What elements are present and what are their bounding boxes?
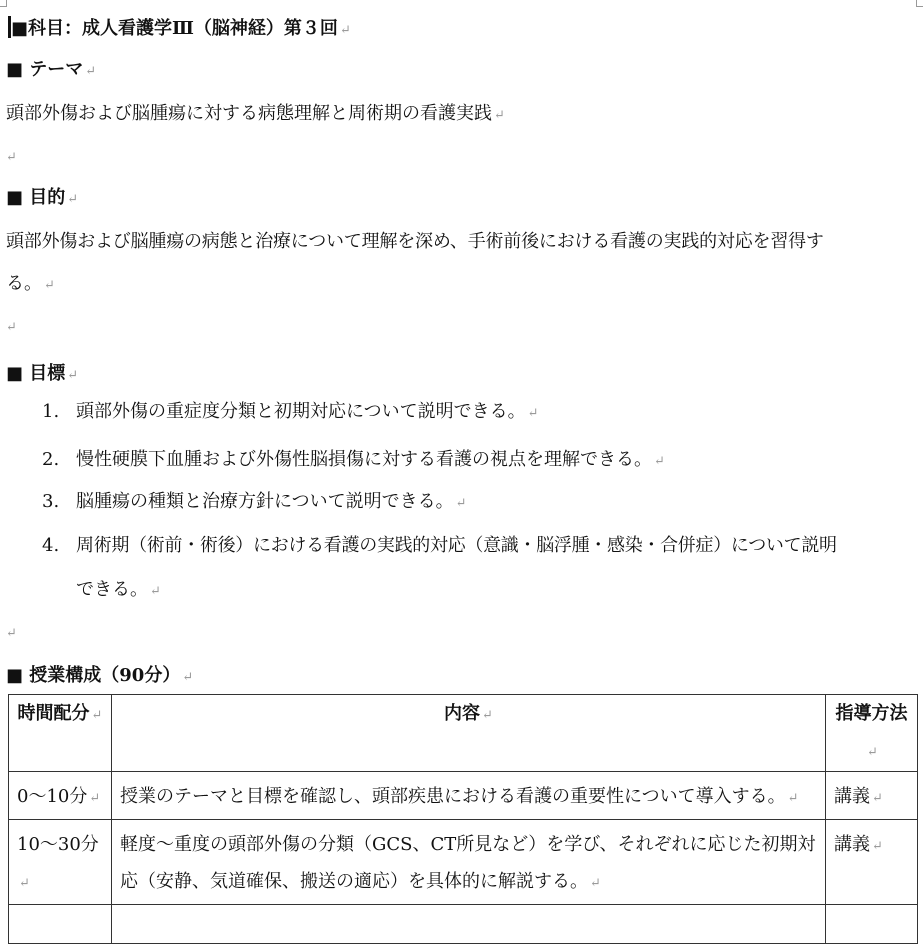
header-label: 指導方法 (835, 703, 908, 724)
cell-time[interactable] (9, 772, 112, 820)
paragraph-mark: ↵ (19, 876, 30, 891)
cell-content[interactable] (112, 772, 826, 820)
paragraph-mark: ↵ (6, 626, 17, 641)
goal-text-continued: できる。 (76, 579, 148, 600)
paragraph-mark: ↵ (150, 584, 161, 599)
goal-number: 2. (42, 449, 60, 470)
document-title: ■科目：成人看護学Ⅲ（脳神経）第３回 (11, 18, 338, 39)
paragraph-mark: ↵ (482, 708, 493, 723)
theme-heading: ■ テーマ (6, 59, 84, 80)
time-text: 0〜10分 (17, 786, 88, 807)
goals-heading-line[interactable] (6, 362, 78, 388)
class-structure-table (8, 694, 918, 944)
paragraph-mark: ↵ (89, 791, 101, 806)
paragraph-mark: ↵ (67, 192, 79, 207)
empty-paragraph[interactable] (6, 620, 17, 646)
empty-paragraph[interactable] (6, 144, 17, 170)
paragraph-mark: ↵ (455, 496, 467, 511)
paragraph-mark: ↵ (6, 320, 17, 335)
purpose-text-2: る。 (6, 273, 42, 294)
purpose-heading: ■ 目的 (6, 187, 66, 208)
paragraph-mark: ↵ (787, 791, 799, 806)
header-label: 時間配分 (17, 703, 90, 724)
header-label: 内容 (444, 703, 481, 724)
table-row (9, 820, 918, 905)
content-text: 軽度〜重度の頭部外傷の分類（GCS、CT所見など）を学び、それぞれに応じた初期対応（安静、気道確保、搬送の適応）を具体的に解説する。 (120, 834, 816, 892)
empty-paragraph[interactable] (6, 314, 17, 340)
paragraph-mark: ↵ (494, 108, 505, 123)
goal-text: 頭部外傷の重症度分類と初期対応について説明できる。 (76, 401, 526, 422)
theme-text-line[interactable] (6, 102, 505, 128)
table-header-row (9, 695, 918, 772)
paragraph-mark: ↵ (85, 64, 97, 79)
purpose-text-line-2[interactable] (6, 272, 55, 298)
page-corner-mark (0, 0, 7, 7)
goals-heading: ■ 目標 (6, 363, 66, 384)
document-title-line[interactable] (8, 16, 351, 43)
structure-heading-line[interactable] (6, 664, 193, 690)
table-row (9, 772, 918, 820)
content-text: 授業のテーマと目標を確認し、頭部疾患における看護の重要性について導入する。 (120, 786, 786, 807)
cell-method[interactable] (826, 772, 918, 820)
page-corner-mark (916, 0, 923, 7)
goal-number: 4. (42, 535, 60, 556)
cell-content[interactable] (112, 905, 826, 944)
structure-heading: ■ 授業構成（90分） (6, 665, 181, 686)
paragraph-mark: ↵ (6, 150, 17, 165)
paragraph-mark: ↵ (872, 791, 883, 806)
header-cell-content[interactable] (112, 695, 826, 772)
paragraph-mark: ↵ (654, 454, 665, 469)
paragraph-mark: ↵ (527, 406, 539, 421)
goal-number: 1. (42, 401, 60, 422)
goal-text: 慢性硬膜下血腫および外傷性脳損傷に対する看護の視点を理解できる。 (76, 449, 652, 470)
paragraph-mark: ↵ (44, 278, 55, 293)
cell-time[interactable] (9, 820, 112, 905)
cell-method[interactable] (826, 820, 918, 905)
paragraph-mark: ↵ (867, 745, 878, 760)
goal-number: 3. (42, 491, 60, 512)
paragraph-mark: ↵ (182, 670, 194, 685)
paragraph-mark: ↵ (339, 23, 351, 38)
paragraph-mark: ↵ (91, 708, 103, 723)
paragraph-mark: ↵ (872, 839, 883, 854)
method-text: 講義 (834, 786, 870, 807)
header-cell-method[interactable] (826, 695, 918, 772)
purpose-text-1: 頭部外傷および脳腫瘍の病態と治療について理解を深め、手術前後における看護の実践的対応を習得す (6, 231, 824, 252)
purpose-text-line-1[interactable] (6, 230, 824, 254)
paragraph-mark: ↵ (67, 368, 79, 383)
paragraph-mark: ↵ (590, 876, 601, 891)
cell-method[interactable] (826, 905, 918, 944)
time-text: 10〜30分 (17, 834, 99, 855)
goal-text: 周術期（術前・術後）における看護の実践的対応（意識・脳浮腫・感染・合併症）について説明 (76, 535, 837, 556)
method-text: 講義 (834, 834, 870, 855)
header-cell-time[interactable] (9, 695, 112, 772)
theme-heading-line[interactable] (6, 58, 96, 84)
theme-text: 頭部外傷および脳腫瘍に対する病態理解と周術期の看護実践 (6, 103, 492, 124)
cell-time[interactable] (9, 905, 112, 944)
table-row (9, 905, 918, 944)
cell-content[interactable] (112, 820, 826, 905)
goal-text: 脳腫瘍の種類と治療方針について説明できる。 (76, 491, 454, 512)
purpose-heading-line[interactable] (6, 186, 78, 212)
